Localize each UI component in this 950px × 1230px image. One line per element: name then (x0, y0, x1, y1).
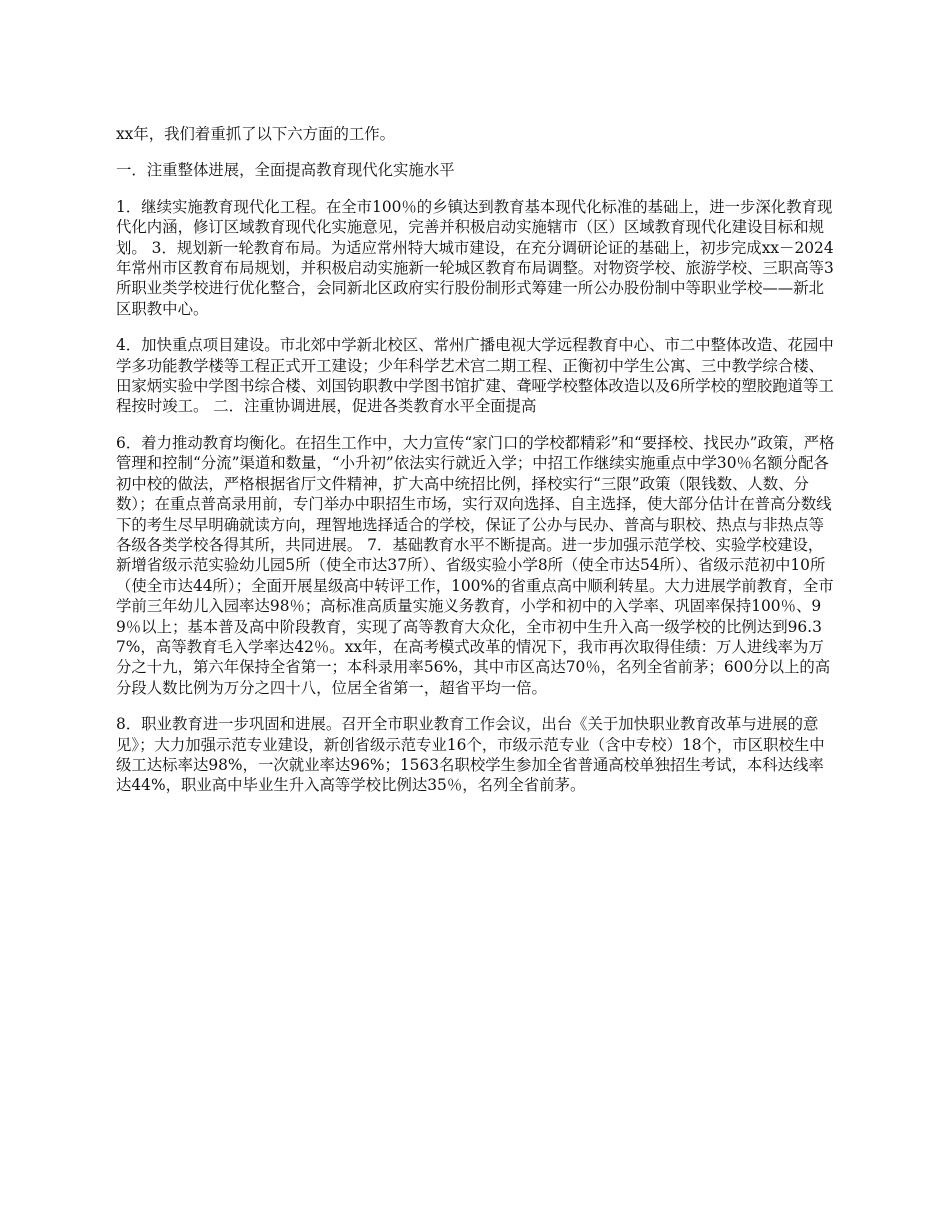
paragraph-balanced-education: 6．着力推动教育均衡化。在招生工作中，大力宣传“家门口的学校都精彩”和“要择校、找民办”政策，严格管理和控制“分流”渠道和数量，“小升初”依法实行就近入学；中招工作继续实施重点中学30％名额分配各初中校的做法，严格根据省厅文件精神，扩大高中统招比例，择校实行“三限”政策（限钱数、人数、分数）；在重点普高录用前，专门举办中职招生市场，实行双向选择、自主选择，使大部分估计在普高分数线下的考生尽早明确就读方向，理智地选择适合的学校，保证了公办与民办、普高与职校、热点与非热点等各级各类学校各得其所，共同进展。 7．基础教育水平不断提高。进一步加强示范学校、实验学校建设，新增省级示范实验幼儿园5所（使全市达37所）、省级实验小学8所（使全市达54所）、省级示范初中10所（使全市达44所）；全面开展星级高中转评工作，100%的省重点高中顺利转星。大力进展学前教育，全市学前三年幼儿入园率达98％；高标准高质量实施义务教育，小学和初中的入学率、巩固率保持100％、99％以上；基本普及高中阶段教育，实现了高等教育大众化，全市初中生升入高一级学校的比例达到96.37%，高等教育毛入学率达42％。xx年，在高考模式改革的情况下，我市再次取得佳绩：万人进线率为万分之十九，第六年保持全省第一；本科录用率56%，其中市区高达70％，名列全省前茅；600分以上的高分段人数比例为万分之四十八，位居全省第一，超省平均一倍。 (116, 433, 835, 697)
paragraph-modernization: 1．继续实施教育现代化工程。在全市100％的乡镇达到教育基本现代化标准的基础上，进一步深化教育现代化内涵，修订区域教育现代化实施意见，完善并积极启动实施辖市（区）区域教育现代化建设目标和规划。 3．规划新一轮教育布局。为适应常州特大城市建设，在充分调研论证的基础上，初步完成xx－2024年常州市区教育布局规划，并积极启动实施新一轮城区教育布局调整。对物资学校、旅游学校、三职高等3所职业类学校进行优化整合，会同新北区政府实行股份制形式筹建一所公办股份制中等职业学校——新北区职教中心。 (116, 197, 834, 318)
intro-paragraph: xx年，我们着重抓了以下六方面的工作。 (116, 125, 396, 143)
section-one-heading: 一．注重整体进展，全面提高教育现代化实施水平 (116, 161, 455, 180)
paragraph-vocational-education: 8．职业教育进一步巩固和进展。召开全市职业教育工作会议，出台《关于加快职业教育改革与进展的意见》；大力加强示范专业建设，新创省级示范专业16个，市级示范专业（含中专校）18个，市区职校生中级工达标率达98%，一次就业率达96%；1563名职校学生参加全省普通高校单独招生考试，本科达线率达44%，职业高中毕业生升入高等学校比例达35％，名列全省前茅。 (116, 715, 825, 795)
document-page (116, 124, 838, 812)
paragraph-key-projects: 4．加快重点项目建设。市北郊中学新北校区、常州广播电视大学远程教育中心、市二中整体改造、花园中学多功能教学楼等工程正式开工建设；少年科学艺术宫二期工程、正衡初中学生公寓、三中教学综合楼、田家炳实验中学图书综合楼、刘国钧职教中学图书馆扩建、聋哑学校整体改造以及6所学校的塑胶跑道等工程按时竣工。 二．注重协调进展，促进各类教育水平全面提高 (116, 336, 834, 416)
